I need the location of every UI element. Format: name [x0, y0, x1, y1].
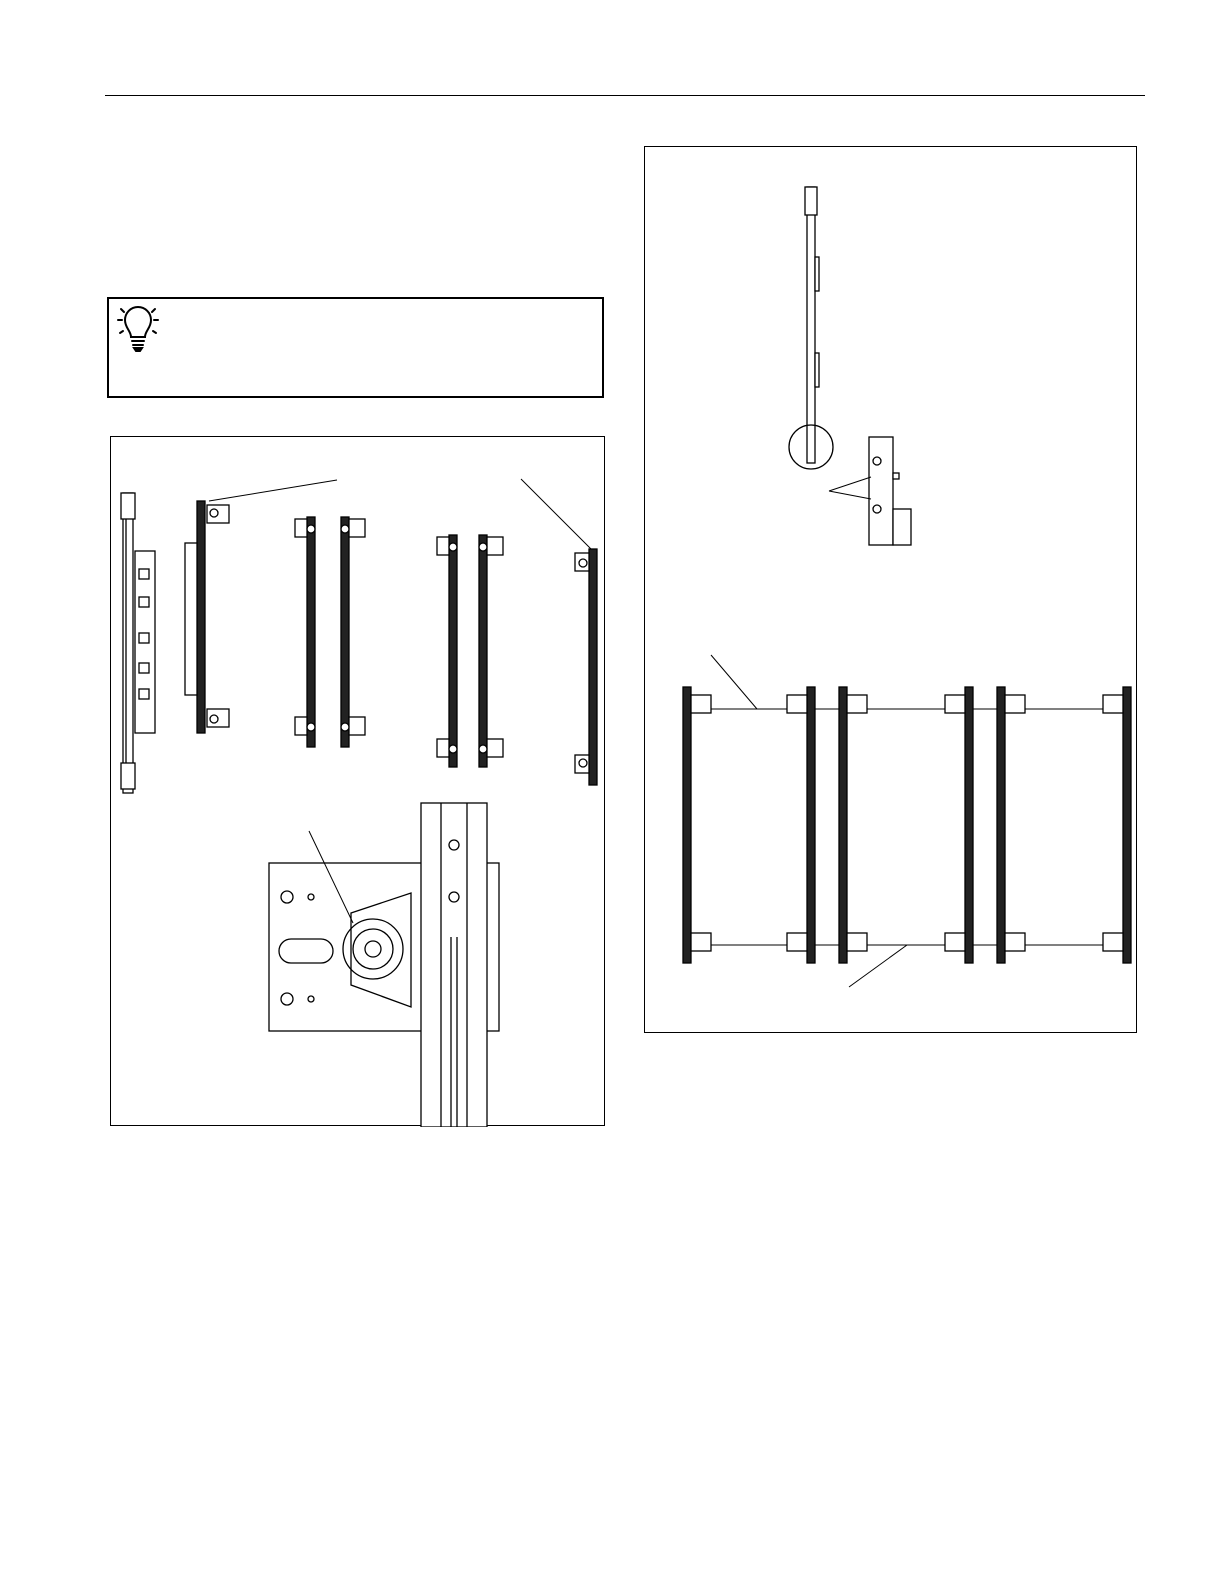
tip-box [107, 297, 604, 398]
header-rule [105, 95, 1145, 96]
rail-alignment-figure [644, 146, 1137, 1033]
rail-components-figure [110, 436, 605, 1126]
rail-components-drawing [111, 437, 606, 1127]
lightbulb-icon [115, 303, 161, 353]
rail-alignment-drawing [645, 147, 1138, 1034]
